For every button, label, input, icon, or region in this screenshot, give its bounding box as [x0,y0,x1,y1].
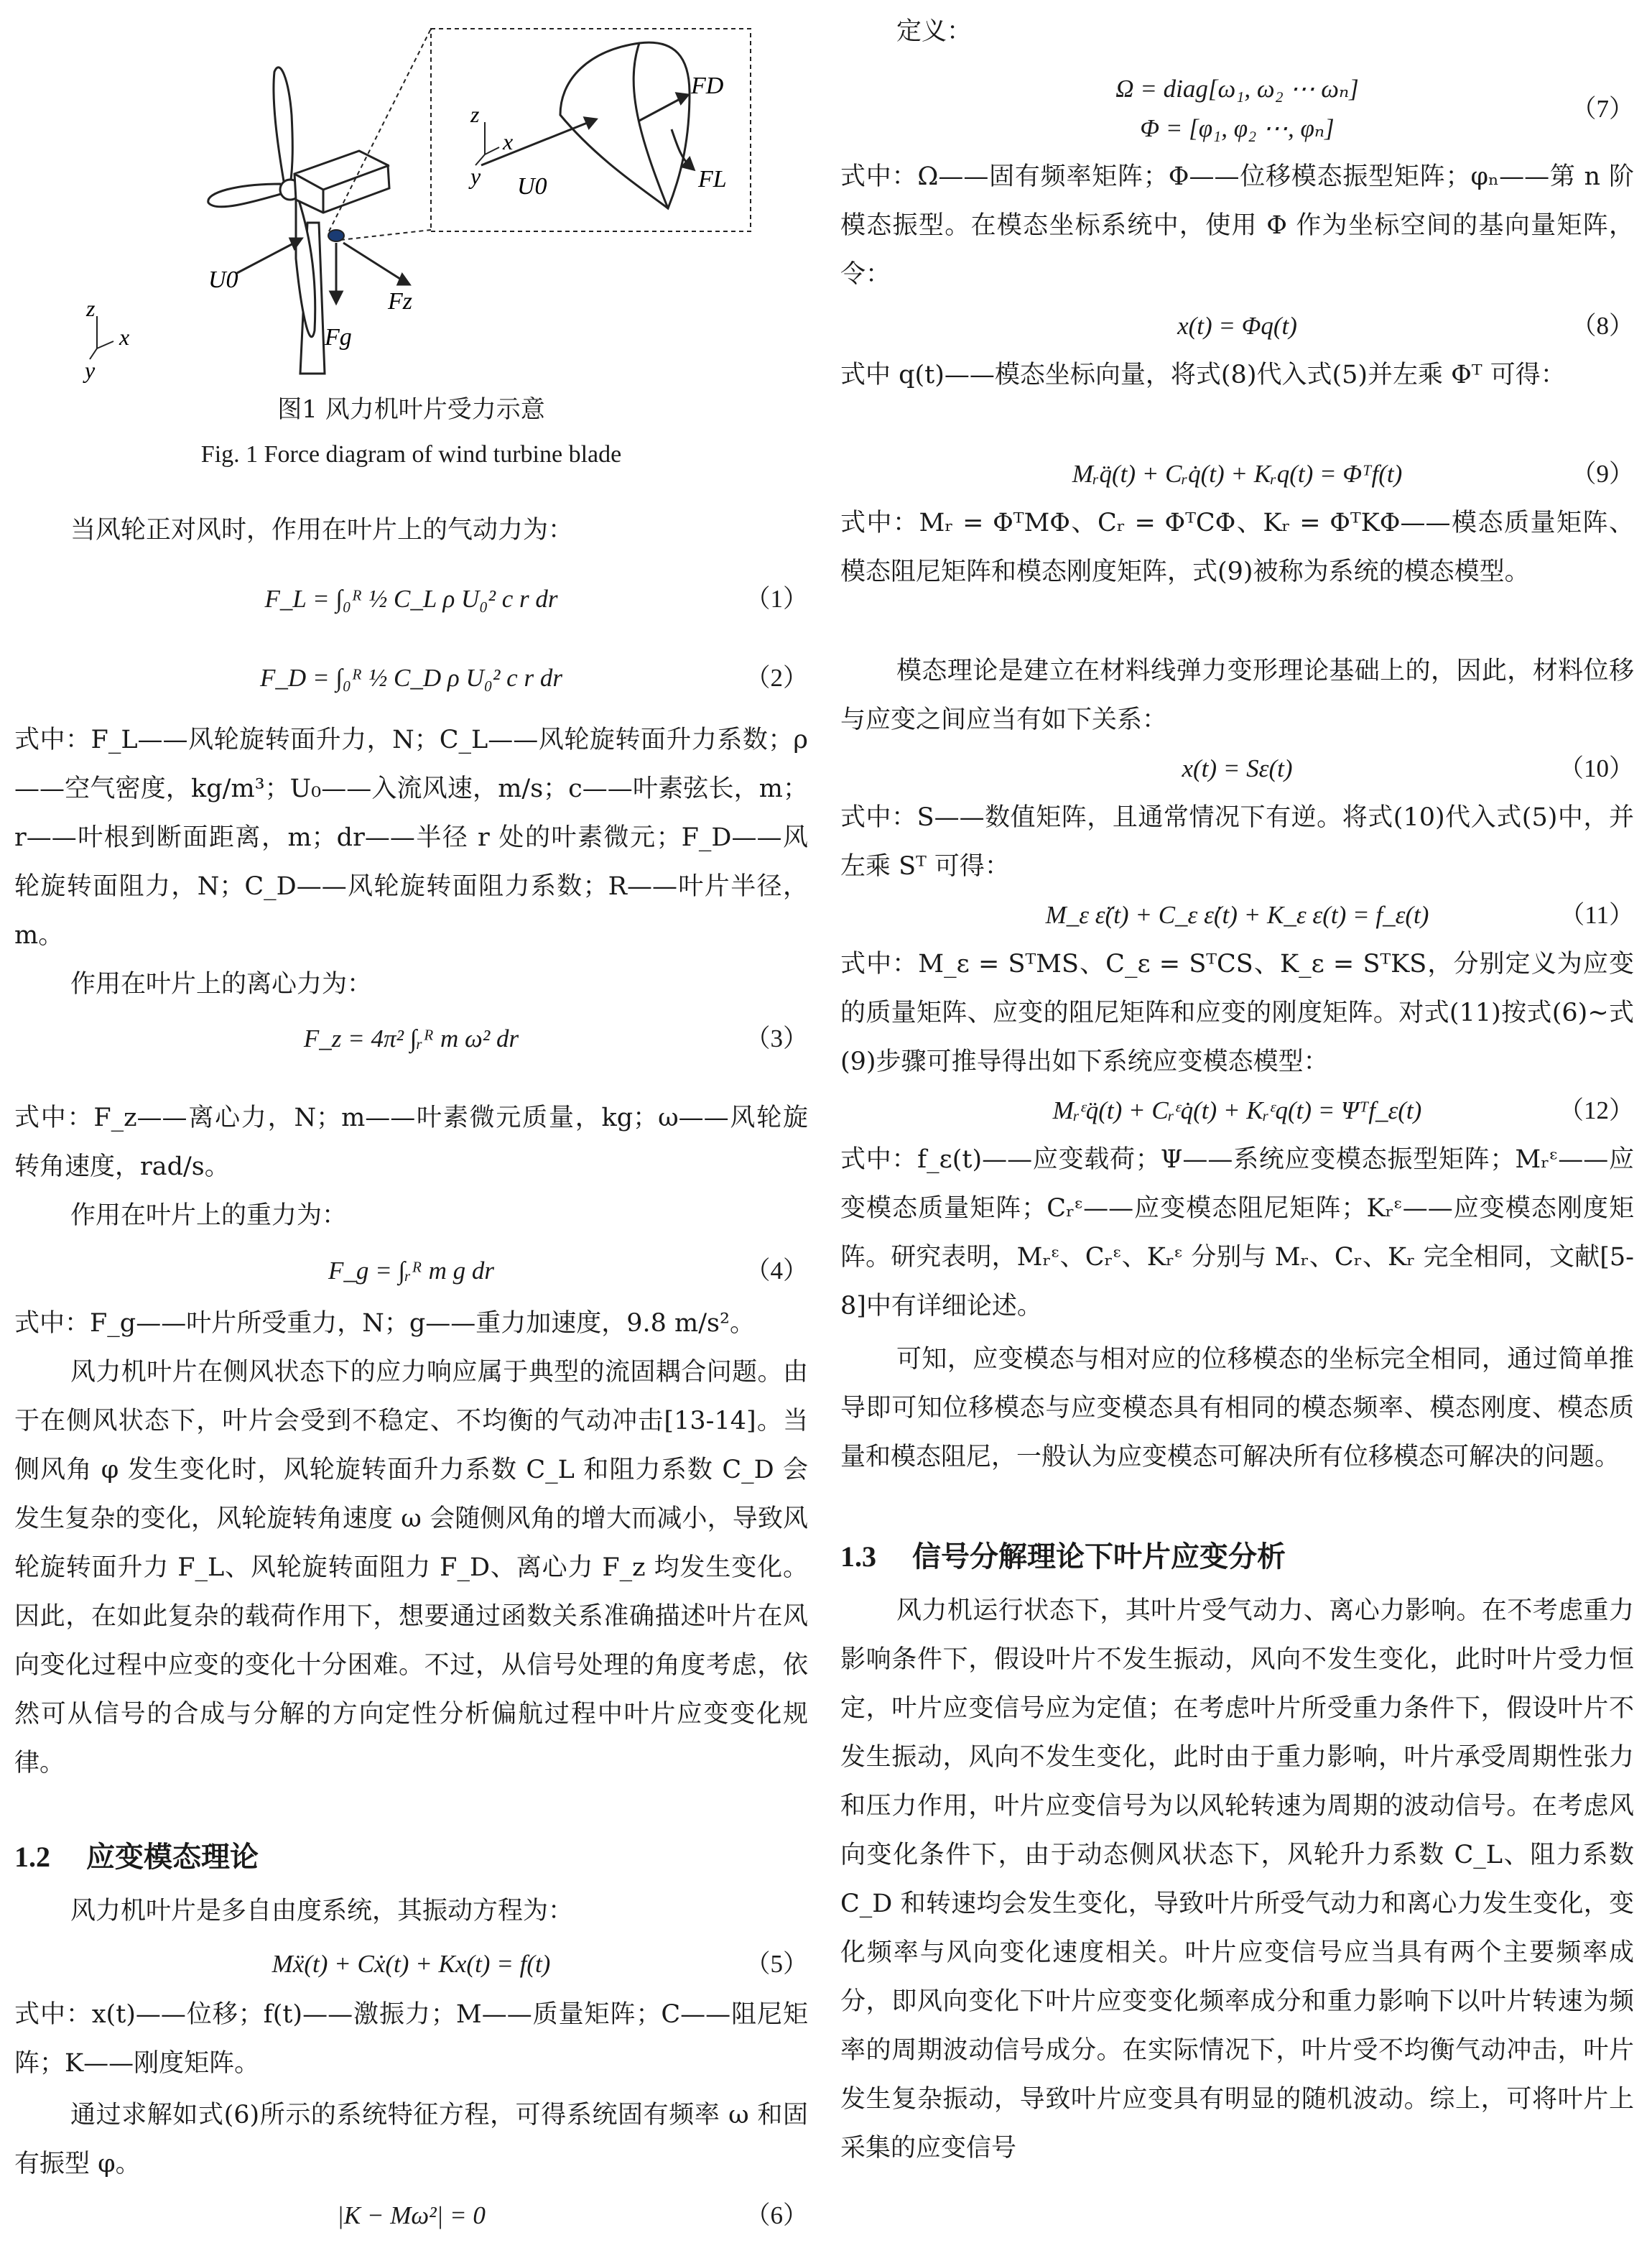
inset-label-fd: FD [691,73,724,99]
equation-expr: F_z = 4π² ∫ᵣᴿ m ω² dr [303,1025,519,1053]
equation-expr: x(t) = Sε(t) [1182,754,1293,782]
main-axis-y: y [85,357,96,383]
equation-expr: Mᵣq̈(t) + Cᵣq̇(t) + Kᵣq(t) = Φᵀf(t) [1072,460,1403,488]
equation-6 [14,2191,808,2240]
nacelle-icon [294,151,389,213]
inset-axis-y: y [470,163,481,189]
figure-caption-en: Fig. 1 Force diagram of wind turbine blade [200,441,622,468]
paragraph: 式中：M_ε = SᵀMS、C_ε = SᵀCS、K_ε = SᵀKS，分别定义为应变的质量矩阵、应变的阻尼矩阵和应变的刚度矩阵。对式(11)按式(6)~式(9)步骤可推导得出如下系统应变模态模型： [840,950,1634,1076]
equation-number: （3） [745,1025,808,1053]
paragraph: 式中：Mᵣ = ΦᵀMΦ、Cᵣ = ΦᵀCΦ、Kᵣ = ΦᵀKΦ——模态质量矩阵、模态阻尼矩阵和模态刚度矩阵，式(9)被称为系统的模态模型。 [840,509,1634,586]
equation-5 [14,1940,808,1989]
section-title: 应变模态理论 [86,1841,259,1874]
paragraph: 作用在叶片上的重力为： [70,1201,348,1230]
equation-9 [840,450,1634,499]
inset-label-u0: U0 [517,173,547,200]
equation-number: （7） [1571,95,1634,123]
main-axis-z: z [86,295,96,321]
equation-number: （2） [745,664,808,692]
equation-number: （5） [745,1950,808,1978]
figure-caption-cn: 图1 风力机叶片受力示意 [277,395,545,424]
equation-number: （8） [1571,312,1634,340]
paragraph: 式中：S——数值矩阵，且通常情况下有逆。将式(10)代入式(5)中，并左乘 Sᵀ 可得： [840,803,1634,881]
figure-wind-turbine-blade-diagram [65,14,783,388]
equation-3 [14,1014,808,1063]
paragraph: 作用在叶片上的离心力为： [70,970,373,999]
section-number: 1.3 [840,1540,876,1573]
equation-expr: M_ε ε̈(t) + C_ε ε̇(t) + K_ε ε(t) = f_ε(t) [1045,901,1429,929]
equation-number: （4） [745,1257,808,1285]
main-label-u0: U0 [208,267,238,293]
paragraph: 式中：F_L——风轮旋转面升力，N；C_L——风轮旋转面升力系数；ρ——空气密度，kg/m³；U₀——入流风速，m/s；c——叶素弦长，m；r——叶根到断面距离，m；dr——半径 r 处的叶素微元；F_D——风轮旋转面阻力，N；C_D——风轮旋转面阻力系数；R——叶片半径，m。 [14,726,808,950]
equation-10 [840,744,1634,793]
section-title: 信号分解理论下叶片应变分析 [912,1540,1286,1573]
equation-expr: Mᵣᵋq̈(t) + Cᵣᵋq̇(t) + Kᵣᵋq(t) = Ψᵀf_ε(t) [1052,1096,1422,1124]
equation-4 [14,1247,808,1295]
paragraph: 风力机叶片在侧风状态下的应力响应属于典型的流固耦合问题。由于在侧风状态下，叶片会受到不稳定、不均衡的气动冲击[13-14]。当侧风角 φ 发生变化时，风轮旋转面升力系数 C_L 和阻力系数 C_D 会发生复杂的变化，风轮旋转角速度 ω 会随侧风角的增大而减小，导致风轮旋转面升力 F_L、风轮旋转面阻力 F_D、离心力 F_z 均发生变化。因此，在如此复杂的载荷作用下，想要通过函数关系准确描述叶片在风向变化过程中应变的变化十分困难。不过，从信号处理的角度考虑，依然可从信号的合成与分解的方向定性分析偏航过程中叶片应变变化规律。 [14,1358,808,1777]
paragraph: 式中：F_g——叶片所受重力，N；g——重力加速度，9.8 m/s²。 [14,1309,755,1338]
inset-label-fl: FL [698,166,727,193]
equation-8 [840,302,1634,351]
paragraph: 式中：F_z——离心力，N；m——叶素微元质量，kg；ω——风轮旋转角速度，rad/s。 [14,1104,808,1181]
main-label-fz: Fz [388,288,412,315]
paragraph: 可知，应变模态与相对应的位移模态的坐标完全相同，通过简单推导即可知位移模态与应变模态具有相同的模态频率、模态刚度、模态质量和模态阻尼，一般认为应变模态可解决所有位移模态可解决的问题。 [840,1345,1634,1471]
equation-7-number [840,85,1634,134]
equation-expr: |K − Mω²| = 0 [337,2201,486,2229]
inset-axis-z: z [470,101,480,127]
paragraph: 风力机叶片是多自由度系统，其振动方程为： [70,1897,574,1925]
right-column [840,0,1634,2243]
inset-axis-x: x [503,129,514,154]
paragraph: 式中：f_ε(t)——应变载荷；Ψ——系统应变模态振型矩阵；Mᵣᵋ——应变模态质量矩阵；Cᵣᵋ——应变模态阻尼矩阵；Kᵣᵋ——应变模态刚度矩阵。研究表明，Mᵣᵋ、Cᵣᵋ、Kᵣᵋ 分别与 Mᵣ、Cᵣ、Kᵣ 完全相同，文献[5-8]中有详细论述。 [840,1145,1634,1321]
section-number: 1.2 [14,1841,50,1873]
paragraph: 风力机运行状态下，其叶片受气动力、离心力影响。在不考虑重力影响条件下，假设叶片不发生振动，风向不发生变化，此时叶片受力恒定，叶片应变信号应为定值；在考虑叶片所受重力条件下，假设叶片不发生振动，风向不发生变化，此时由于重力影响，叶片承受周期性张力和压力作用，叶片应变信号为以风轮转速为周期的波动信号。在考虑风向变化条件下，由于动态侧风状态下，风轮升力系数 C_L、阻力系数 C_D 和转速均会发生变化，导致叶片所受气动力和离心力发生变化，变化频率与风向变化速度相关。叶片应变信号应当具有两个主要频率成分，即风向变化下叶片应变变化频率成分和重力影响下以叶片转速为频率的周期波动信号成分。在实际情况下，叶片受不均衡气动冲击，叶片发生复杂振动，导致叶片应变具有明显的随机波动。综上，可将叶片上采集的应变信号 [840,1596,1634,2163]
paragraph: 当风轮正对风时，作用在叶片上的气动力为： [70,516,574,545]
equation-number: （1） [745,585,808,613]
equation-expr: Ω = diag[ω₁, ω₂ ⋯ ωₙ] [1115,75,1359,103]
paragraph: 式中：x(t)——位移；f(t)——激振力；M——质量矩阵；C——阻尼矩阵；K——刚度矩阵。 [14,2000,808,2078]
section-heading-1-3 [840,1532,1634,1582]
main-axes-icon [90,316,113,359]
section-heading-1-2 [14,1832,808,1882]
equation-expr: Mẍ(t) + Cẋ(t) + Kx(t) = f(t) [272,1950,551,1978]
paragraph: 式中 q(t)——模态坐标向量，将式(8)代入式(5)并左乘 Φᵀ 可得： [840,361,1566,389]
paragraph: 模态理论是建立在材料线弹力变形理论基础上的，因此，材料位移与应变之间应当有如下关系： [840,657,1634,734]
equation-number: （10） [1558,754,1634,782]
equation-12 [840,1086,1634,1135]
equation-number: （6） [745,2201,808,2229]
left-column [14,0,808,2243]
main-axis-x: x [119,324,130,350]
equation-expr: Φ = [φ₁, φ₂ ⋯, φₙ] [1140,114,1335,142]
paragraph: 式中：Ω——固有频率矩阵；Φ——位移模态振型矩阵；φₙ——第 n 阶模态振型。在模态坐标系统中，使用 Φ 作为坐标空间的基向量矩阵，令： [840,162,1634,289]
equation-number: （11） [1559,901,1634,929]
main-label-fg: Fg [325,324,352,351]
equation-number: （12） [1558,1096,1634,1124]
equation-1 [14,575,808,624]
equation-number: （9） [1571,460,1634,488]
paragraph: 通过求解如式(6)所示的系统特征方程，可得系统固有频率 ω 和固有振型 φ。 [14,2101,808,2178]
paragraph: 定义： [896,17,973,46]
equation-expr: F_g = ∫ᵣᴿ m g dr [328,1257,495,1285]
equation-expr: x(t) = Φq(t) [1177,312,1297,340]
equation-expr: F_L = ∫₀ᴿ ½ C_L ρ U₀² c r dr [264,585,558,613]
equation-expr: F_D = ∫₀ᴿ ½ C_D ρ U₀² c r dr [260,664,562,692]
equation-11 [840,891,1634,940]
equation-2 [14,654,808,703]
